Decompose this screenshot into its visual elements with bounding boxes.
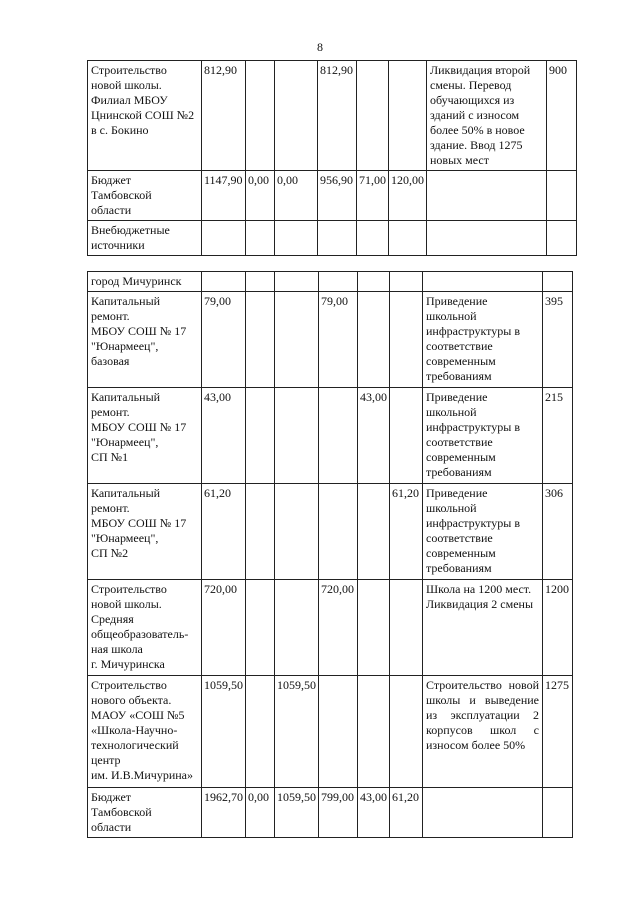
table-cell <box>246 221 275 256</box>
table-cell: Капитальный ремонт. МБОУ СОШ № 17 "Юнармеец", СП №2 <box>88 484 202 580</box>
table-cell: 71,00 <box>357 171 389 221</box>
table-cell: 720,00 <box>202 580 246 676</box>
table-cell <box>358 676 390 788</box>
table-row <box>88 580 573 676</box>
table-cell: Ликвидация второй смены. Перевод обучающихся из зданий с износом более 50% в новое здание. Ввод 1275 новых мест <box>427 61 547 171</box>
table-cell <box>358 272 390 292</box>
table-cell <box>547 221 577 256</box>
table-cell: 120,00 <box>389 171 427 221</box>
table-cell <box>358 484 390 580</box>
table-row <box>88 676 573 788</box>
table-cell: Бюджет Тамбовской области <box>88 788 202 838</box>
table-cell <box>427 171 547 221</box>
table-cell <box>390 676 423 788</box>
table-cell <box>246 292 275 388</box>
table-cell: 1962,70 <box>202 788 246 838</box>
table-cell <box>318 221 357 256</box>
table-cell: 215 <box>543 388 573 484</box>
table-cell: 1059,50 <box>275 788 319 838</box>
table-cell: 799,00 <box>319 788 358 838</box>
table-cell <box>202 272 246 292</box>
table-cell: Приведение школьной инфраструктуры в соответствие современным требованиям <box>423 484 543 580</box>
table-cell <box>319 272 358 292</box>
table-row <box>88 272 573 292</box>
table-cell: 956,90 <box>318 171 357 221</box>
table-cell: 306 <box>543 484 573 580</box>
table-cell <box>319 484 358 580</box>
table-cell <box>275 484 319 580</box>
table-cell <box>390 388 423 484</box>
table-cell <box>389 221 427 256</box>
table-cell <box>547 171 577 221</box>
table-cell <box>246 388 275 484</box>
table-cell <box>389 61 427 171</box>
table-cell <box>543 272 573 292</box>
table-cell: 900 <box>547 61 577 171</box>
table-cell <box>275 272 319 292</box>
table-cell: Строительство новой школы. Средняя общеобразователь- ная школа г. Мичуринска <box>88 580 202 676</box>
table-cell: 79,00 <box>202 292 246 388</box>
table-cell: 1275 <box>543 676 573 788</box>
table-cell: 43,00 <box>358 788 390 838</box>
table-cell: Школа на 1200 мест. Ликвидация 2 смены <box>423 580 543 676</box>
table-cell: 1059,50 <box>202 676 246 788</box>
table-cell: 43,00 <box>202 388 246 484</box>
table-cell <box>275 292 319 388</box>
table-cell: 812,90 <box>318 61 357 171</box>
table-cell <box>275 221 318 256</box>
table-row <box>88 61 577 171</box>
table-cell: город Мичуринск <box>88 272 202 292</box>
table-cell: 61,20 <box>390 788 423 838</box>
table-row <box>88 388 573 484</box>
table-cell <box>357 61 389 171</box>
table-cell: Строительство новой школы и выведение из эксплуатации 2 корпусов школ с износом более 50% <box>423 676 543 788</box>
table-cell <box>246 484 275 580</box>
table-cell: 1200 <box>543 580 573 676</box>
table-row <box>88 171 577 221</box>
table-cell: Капитальный ремонт. МБОУ СОШ № 17 "Юнармеец", СП №1 <box>88 388 202 484</box>
table-cell <box>275 580 319 676</box>
table-cell <box>319 676 358 788</box>
table-cell: Строительство нового объекта. МАОУ «СОШ №5 «Школа-Научно- технологический центр им. И.В.Мичурина» <box>88 676 202 788</box>
table-cell: Внебюджетные источники <box>88 221 202 256</box>
table-cell <box>358 292 390 388</box>
table-cell <box>423 272 543 292</box>
table-cell <box>358 580 390 676</box>
table-cell: 1059,50 <box>275 676 319 788</box>
table-cell: 61,20 <box>390 484 423 580</box>
table-continued <box>87 60 577 256</box>
table-row <box>88 221 577 256</box>
table-row <box>88 292 573 388</box>
table-cell: Приведение школьной инфраструктуры в соответствие современным требованиям <box>423 292 543 388</box>
table-cell: 0,00 <box>246 171 275 221</box>
table-cell <box>275 388 319 484</box>
table-cell <box>319 388 358 484</box>
table-cell <box>246 580 275 676</box>
table-cell: Приведение школьной инфраструктуры в соответствие современным требованиям <box>423 388 543 484</box>
table-michurinsk <box>87 271 573 838</box>
table-cell <box>423 788 543 838</box>
table-cell <box>390 272 423 292</box>
page-number: 8 <box>317 40 323 54</box>
table-row <box>88 788 573 838</box>
table-cell: 720,00 <box>319 580 358 676</box>
table-cell <box>390 292 423 388</box>
table-cell: Строительство новой школы. Филиал МБОУ Цнинской СОШ №2 в с. Бокино <box>88 61 202 171</box>
table-cell: 61,20 <box>202 484 246 580</box>
table-cell <box>390 580 423 676</box>
table-cell <box>357 221 389 256</box>
table-cell: 43,00 <box>358 388 390 484</box>
table-cell: Бюджет Тамбовской области <box>88 171 202 221</box>
table-cell <box>246 61 275 171</box>
table-cell: 1147,90 <box>202 171 246 221</box>
table-cell <box>275 61 318 171</box>
table-cell <box>543 788 573 838</box>
table-cell: 79,00 <box>319 292 358 388</box>
table-cell: 0,00 <box>275 171 318 221</box>
table-cell: 395 <box>543 292 573 388</box>
table-row <box>88 484 573 580</box>
table-cell <box>202 221 246 256</box>
table-cell <box>427 221 547 256</box>
table-cell: 812,90 <box>202 61 246 171</box>
table-cell: Капитальный ремонт. МБОУ СОШ № 17 "Юнармеец", базовая <box>88 292 202 388</box>
table-cell <box>246 272 275 292</box>
table-cell: 0,00 <box>246 788 275 838</box>
table-cell <box>246 676 275 788</box>
